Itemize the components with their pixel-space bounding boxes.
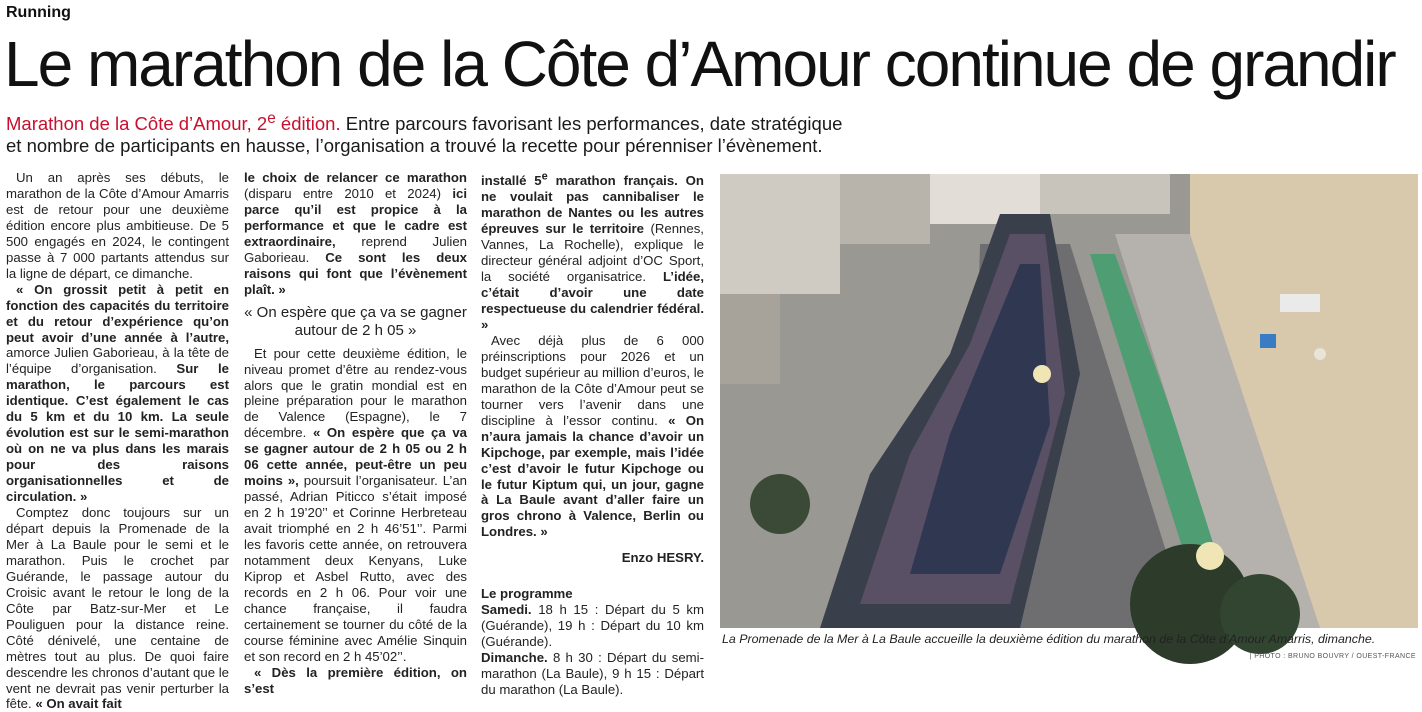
paragraph: « Dès la première édition, on s’est	[244, 664, 467, 696]
lead-line2: et nombre de participants en hausse, l’organisation a trouvé la recette pour pérenniser l’évènement.	[6, 135, 823, 157]
article-headline: Le marathon de la Côte d’Amour continue de grandir	[4, 28, 1395, 100]
paragraph: Avec déjà plus de 6 000 préinscriptions pour 2026 et un budget supérieur au million d’euros, le marathon de la Côte d’Amour peut se tourner vers l’avenir dans une discipline à l’essor continu. « On n’aura jamais la chance d’avoir un Kipchoge, par exemple, mais l’idée c’est d’avoir le futur Kipchoge ou le futur Kiptum qui, un jour, gagne à La Baule avant d’aller faire un gros chrono à Valence, Berlin ou Londres. »	[481, 332, 705, 540]
article-column-3	[481, 170, 705, 697]
author-signature: Enzo HESRY.	[621, 550, 704, 566]
paragraph: Comptez donc toujours sur un départ depuis la Promenade de la Mer à La Baule pour le semi et le marathon. Puis le crochet par Guérande, le passage autour du Croisic avant le retour le long de la Côte par Batz-sur-Mer et Le Pouliguen pour la distance reine. Côté dénivelé, une centaine de mètres tout au plus. De quoi faire descendre les chronos d’autant que le vent ne devrait pas venir perturber la fête. « On avait fait	[6, 505, 229, 712]
photo-caption: La Promenade de la Mer à La Baule accueille la deuxième édition du marathon de la Côte d’Amour Amarris, dimanche.	[722, 632, 1376, 646]
lead-line1: Entre parcours favorisant les performances, date stratégique	[340, 113, 843, 135]
program-sunday: Dimanche. 8 h 30 : Départ du semi-marathon (La Baule), 9 h 15 : Départ du marathon (La Baule).	[481, 650, 704, 697]
paragraph: Et pour cette deuxième édition, le niveau promet d’être au rendez-vous alors que le gratin mondial est en pleine préparation pour le marathon de Valence (Espagne), le 7 décembre. « On espère que ça va se gagner autour de 2 h 05 ou 2 h 06 cette année, peut-être un peu moins », poursuit l’organisateur. L’an passé, Adrian Piticco s’était imposé en 2 h 19’20’’ et Corinne Herbreteau avait triomphé en 2 h 46’51’’. Parmi les favoris cette année, on retrouvera notamment deux Kenyans, Luke Kiprop et Asbel Rutto, avec des records en 2 h 06. Pour voir une chance française, il faudra certainement se tourner du côté de la course féminine avec Amélie Sinquin et son record en 2 h 45’02’’.	[244, 345, 468, 664]
program-saturday: Samedi. 18 h 15 : Départ du 5 km (Guérande), 19 h : Départ du 10 km (Guérande).	[481, 602, 704, 650]
article-lead	[6, 108, 886, 157]
lead-red-intro: Marathon de la Côte d’Amour, 2e édition.	[6, 110, 341, 135]
paragraph: installé 5e marathon français. On ne voulait pas cannibaliser le marathon de Nantes ou les autres épreuves sur le territoire (Rennes, Vannes, La Rochelle), explique le directeur général adjoint d’OC Sport, la société organisatrice. L’idée, c’était d’avoir une date respectueuse du calendrier fédéral. »	[481, 171, 704, 332]
article-column-2	[244, 170, 468, 696]
paragraph: Un an après ses débuts, le marathon de la Côte d’Amour Amarris est de retour pour une deuxième édition encore plus ambitieuse. De 5 500 engagés en 2024, le contingent passe à 7 000 partants attendus sur la ligne de départ, ce dimanche.	[6, 170, 229, 281]
intertitle: « On espère que ça va se gagner autour de 2 h 05 »	[244, 303, 467, 339]
article-column-1	[6, 170, 229, 712]
photo-credit: | PHOTO : BRUNO BOUVRY / OUEST-FRANCE	[1249, 653, 1416, 660]
photo-illustration	[720, 174, 1418, 628]
program-title: Le programme	[481, 586, 573, 602]
section-rubric: Running	[6, 4, 71, 21]
marathon-photo	[720, 174, 1418, 628]
paragraph: « On grossit petit à petit en fonction des capacités du territoire et du retour d’expérience qu’on peut avoir d’une année à l’autre, amorce Julien Gaborieau, à la tête de l’équipe d’organisation. Sur le marathon, le parcours est identique. C’est également le cas du 5 km et du 10 km. La seule évolution est sur le semi-marathon où on ne va plus dans les marais pour des raisons organisationnelles et de circulation. »	[6, 281, 229, 505]
paragraph: le choix de relancer ce marathon (disparu entre 2010 et 2024) ici parce qu’il est propice à la performance et que le cadre est extraordinaire, reprend Julien Gaborieau. Ce sont les deux raisons qui font que l’évènement plaît. »	[244, 170, 467, 297]
